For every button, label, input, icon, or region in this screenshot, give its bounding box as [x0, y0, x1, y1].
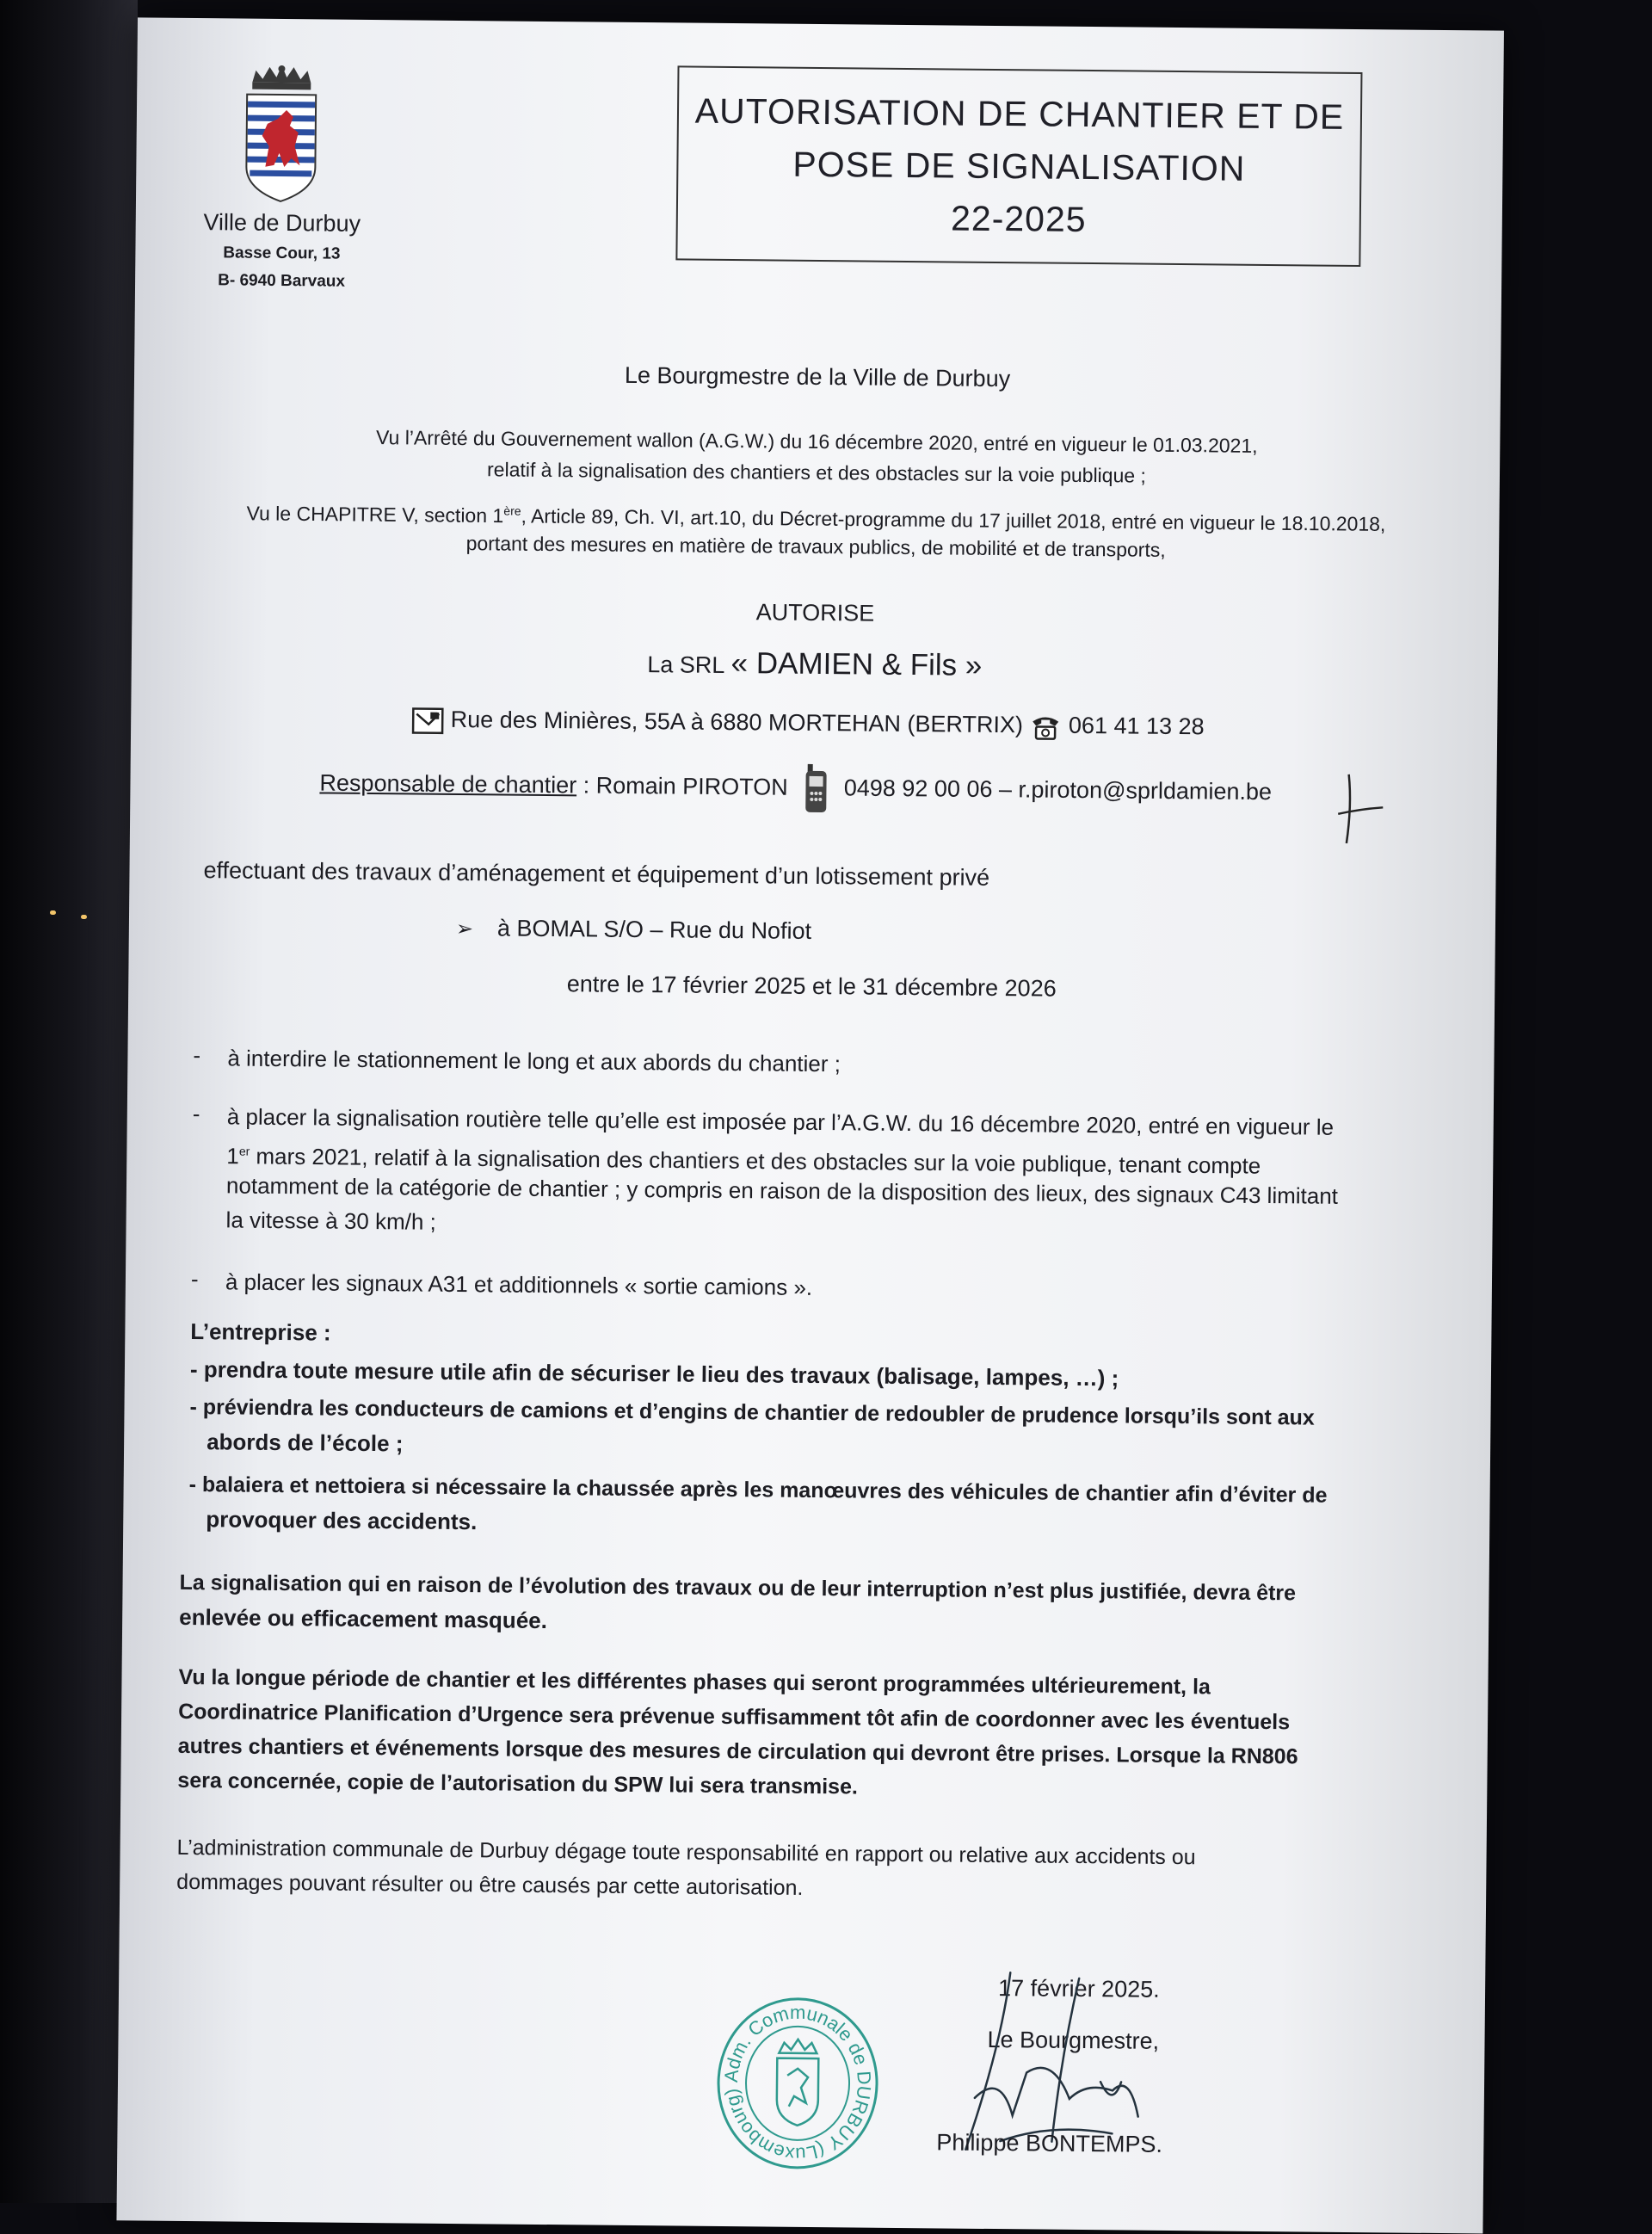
city-address-postcode: B- 6940 Barvaux	[218, 271, 346, 291]
site-manager-email: – r.piroton@sprldamien.be	[998, 776, 1273, 805]
dash-bullet: -	[192, 1101, 200, 1127]
enterprise-item-warn-line1: - préviendra les conducteurs de camions et d’engins de chantier de redoubler de prudence lorsqu’ils sont aux	[189, 1395, 1315, 1430]
period-paragraph-line2: Coordinatrice Planification d’Urgence sera prévenue suffisamment tôt afin de coordonner avec les éventuels	[178, 1699, 1291, 1735]
condition-signage-line3: notamment de la catégorie de chantier ; y compris en raison de la disposition des lieux, des signaux C43 limitant	[225, 1172, 1339, 1209]
issuer: Le Bourgmestre de la Ville de Durbuy	[624, 361, 1011, 392]
condition-signage-line1: à placer la signalisation routière telle qu’elle est imposée par l’A.G.W. du 16 décembre 2020, entré en vigueur le	[226, 1103, 1335, 1140]
signatory-name: Philippe BONTEMPS.	[936, 2129, 1163, 2157]
site-manager-line	[319, 757, 1272, 820]
telephone-icon	[1029, 713, 1062, 740]
document-page	[116, 17, 1504, 2233]
signature-date: 17 février 2025.	[997, 1975, 1160, 2003]
durbuy-crest-icon	[239, 64, 324, 211]
company-prefix: La SRL	[647, 651, 725, 678]
envelope-icon	[411, 707, 444, 734]
site-manager-mobile: 0498 92 00 06	[843, 774, 993, 803]
works-location-line	[456, 912, 812, 948]
condition-truck-signs: à placer les signaux A31 et additionnels « sortie camions ».	[225, 1268, 813, 1300]
works-period: entre le 17 février 2025 et le 31 décembre 2026	[566, 971, 1057, 1002]
legal-reference-1-line1: Vu l’Arrêté du Gouvernement wallon (A.G.W.) du 16 décembre 2020, entré en vigueur le 01.03.2021,	[375, 426, 1258, 457]
condition-signage-line2: 1er mars 2021, relatif à la signalisation des chantiers et des obstacles sur la voie publique, tenant compte	[226, 1143, 1261, 1179]
dash-bullet: -	[193, 1042, 201, 1069]
autorise-heading: AUTORISE	[755, 599, 875, 626]
mobile-phone-icon	[801, 762, 831, 816]
authorization-number: 22-2025	[950, 197, 1087, 239]
enterprise-item-clean-line2: provoquer des accidents.	[206, 1506, 478, 1535]
municipal-stamp	[711, 1992, 885, 2175]
signalisation-paragraph-line1: La signalisation qui en raison de l’évolution des travaux ou de leur interruption n’est plus justifiée, devra être	[179, 1570, 1297, 1606]
period-paragraph-line4: sera concernée, copie de l’autorisation du SPW lui sera transmise.	[177, 1768, 859, 1799]
enterprise-item-warn-line2: abords de l’école ;	[206, 1429, 404, 1457]
handwritten-mark	[1335, 771, 1387, 849]
period-paragraph-line1: Vu la longue période de chantier et les différentes phases qui seront programmées ultérieurement, la	[178, 1664, 1211, 1700]
stamp-text: Adm. Communale de DURBUY (Luxembourg)	[719, 2001, 876, 2166]
legal-reference-2-line2: portant des mesures en matière de travaux publics, de mobilité et de transports,	[465, 532, 1166, 561]
enterprise-item-secure: - prendra toute mesure utile afin de sécuriser le lieu des travaux (balisage, lampes, …) ;	[189, 1356, 1119, 1392]
liability-paragraph-line1: L’administration communale de Durbuy dégage toute responsabilité en rapport ou relative aux accidents ou	[176, 1835, 1196, 1870]
company-address: Rue des Minières, 55A à 6880 MORTEHAN (BERTRIX)	[450, 706, 1024, 738]
condition-signage-line4: la vitesse à 30 km/h ;	[225, 1206, 436, 1235]
liability-paragraph-line2: dommages pouvant résulter ou être causés par cette autorisation.	[176, 1869, 804, 1900]
legal-reference-1-line2: relatif à la signalisation des chantiers et des obstacles sur la voie publique ;	[486, 458, 1147, 487]
svg-text:Adm. Communale de DURBUY (Luxe	[719, 2001, 876, 2166]
city-address-street: Basse Cour, 13	[223, 244, 341, 263]
site-manager-name: : Romain PIROTON	[583, 772, 788, 800]
legal-reference-2-line1: Vu le CHAPITRE V, section 1ère, Article 89, Ch. VI, art.10, du Décret-programme du 17 juillet 2018, entré en vigueur le 18.10.2018,	[246, 502, 1386, 535]
dash-bullet: -	[190, 1266, 199, 1293]
title-line2: POSE DE SIGNALISATION	[792, 144, 1246, 188]
condition-parking: à interdire le stationnement le long et aux abords du chantier ;	[227, 1045, 841, 1077]
company-name: « DAMIEN & Fils »	[730, 646, 983, 682]
title-box	[675, 65, 1362, 267]
company-phone: 061 41 13 28	[1068, 712, 1205, 740]
title-line1: AUTORISATION DE CHANTIER ET DE	[694, 90, 1345, 137]
city-name: Ville de Durbuy	[203, 209, 361, 237]
works-description: effectuant des travaux d’aménagement et équipement d’un lotissement privé	[203, 857, 990, 891]
enterprise-item-clean-line1: - balaiera et nettoiera si nécessaire la chaussée après les manœuvres des véhicules de chantier afin d’éviter de	[188, 1472, 1328, 1508]
site-manager-label: Responsable de chantier	[319, 769, 577, 799]
signature-role: Le Bourgmestre,	[987, 2026, 1160, 2054]
signalisation-paragraph-line2: enlevée ou efficacement masquée.	[179, 1603, 548, 1634]
background-light	[50, 910, 56, 915]
background-light	[81, 915, 87, 919]
company-line	[132, 642, 1498, 688]
company-address-line	[411, 703, 1205, 742]
background-edge	[0, 0, 138, 2203]
period-paragraph-line3: autres chantiers et événements lorsque des mesures de circulation qui devront être prises. Lorsque la RN806	[177, 1733, 1298, 1769]
arrow-bullet-icon: ➢	[455, 916, 474, 941]
enterprise-heading: L’entreprise :	[190, 1318, 331, 1346]
works-location: à BOMAL S/O – Rue du Nofiot	[496, 915, 812, 944]
